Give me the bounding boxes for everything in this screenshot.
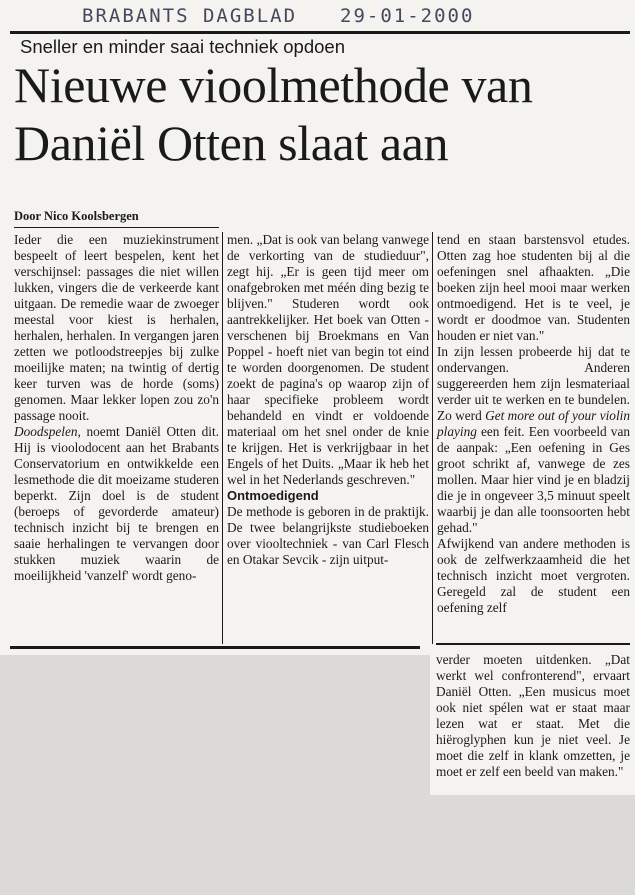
column-divider xyxy=(222,232,223,644)
paragraph: men. „Dat is ook van belang vanwege de verkorting van de studieduur", zegt hij. „Er is geen tijd meer om onafgebroken met méén ding bezig te blijven." Studeren wordt ook aantrekkelijker. Het boek van Otten - verschenen bij Broekmans en Van Poppel - hoeft niet van begin tot eind te worden doorgenomen. De student zoekt de pagina's op waarop zijn of haar specifieke probleem wordt behandeld en vindt er voldoende materiaal om het snel onder de knie te krijgen. Het is verkrijgbaar in het Engels of het Duits. „Maar ik heb het wel in het Nederlands geschreven." xyxy=(227,232,429,487)
handwritten-date: 29-01-2000 xyxy=(340,5,475,27)
paragraph: Ieder die een muziekinstrument bespeelt of leert bespelen, kent het verschijnsel: passages die niet willen lukken, vingers die de verkeerde kant uitgaan. De remedie waar de zwoeger meestal voor kiest is herhalen, herhalen, herhalen. In vergangen jaren zetten we potloodstreepjes bij zulke moeilijke maten; na twintig of dertig keer turven was de horde (soms) genomen. Maar lekker lopen zou zo'n passage nooit. xyxy=(14,232,219,423)
top-rule xyxy=(10,31,630,34)
handwritten-newspaper-name: BRABANTS DAGBLAD xyxy=(82,5,298,27)
paragraph: De methode is geboren in de praktijk. De twee belangrijkste studieboeken over viooltechniek - van Carl Flesch en Otakar Sevcik - zijn uitput- xyxy=(227,504,429,567)
article-byline: Door Nico Koolsbergen xyxy=(14,209,219,228)
book-title: Get more out of your violin playing xyxy=(437,408,630,439)
paragraph-text: , noemt Daniël Otten dit. Hij is vioolodocent aan het Brabants Conservatorium en ontwikkelde een lesmethode die dit moeizame studeren beperkt. Zijn doel is de student (beroeps of gevorderde amateur) technisch inzicht bij te brengen en saaie herhalingen te vervangen door stukken muziek waarin de moeilijkheid 'vanzelf' wordt geno- xyxy=(14,424,219,583)
article-column-1 xyxy=(14,232,219,584)
paragraph-text: een feit. Een voorbeeld van de aanpak: „Een oefening in Ges groot schrikt af, vanwege de zes mollen. Maar hier vind je en bladzij die je in ongeveer 3,5 minuut speelt waarbij je dan alle toonsoorten hebt gehad." xyxy=(437,424,630,535)
paragraph-text: In zijn lessen probeerde hij dat te ondervangen. Anderen suggereerden hem zijn lesmateriaal verder uit te werken en te bundelen. Zo werd xyxy=(437,344,630,423)
article-column-4 xyxy=(436,652,630,780)
article-column-3 xyxy=(437,232,630,616)
paragraph: tend en staan barstensvol etudes. Otten zag hoe studenten bij al die oefeningen snel afhaakten. „Die boeken zijn heel mooi maar werken ontmoedigend. Het is te veel, je wordt er doodmoe van. Studenten houden er niet van." xyxy=(437,232,630,343)
continuation-rule xyxy=(436,643,630,645)
paragraph xyxy=(14,424,219,584)
column-divider xyxy=(432,232,433,644)
subheading: Ontmoedigend xyxy=(227,488,319,503)
article-column-2 xyxy=(227,232,429,568)
paragraph: Afwijkend van andere methoden is ook de zelfwerkzaamheid die het technisch inzicht moet vergroten. Geregeld zal de student een oefening zelf xyxy=(437,536,630,615)
bottom-rule xyxy=(10,646,420,649)
article-headline: Nieuwe vioolmethode van Daniël Otten slaat aan xyxy=(14,57,533,171)
article-kicker: Sneller en minder saai techniek opdoen xyxy=(20,36,345,57)
italic-term: Doodspelen xyxy=(14,424,78,439)
paragraph xyxy=(437,344,630,536)
paragraph: verder moeten uitdenken. „Dat werkt wel confronterend", ervaart Daniël Otten. „Een musicus moet ook niet spélen wat er staat maar lezen wat er staat. Met die hiëroglyphen kun je niet veel. Je moet die zelf in klank omzetten, je moet er zelf een beeld van maken." xyxy=(436,652,630,779)
